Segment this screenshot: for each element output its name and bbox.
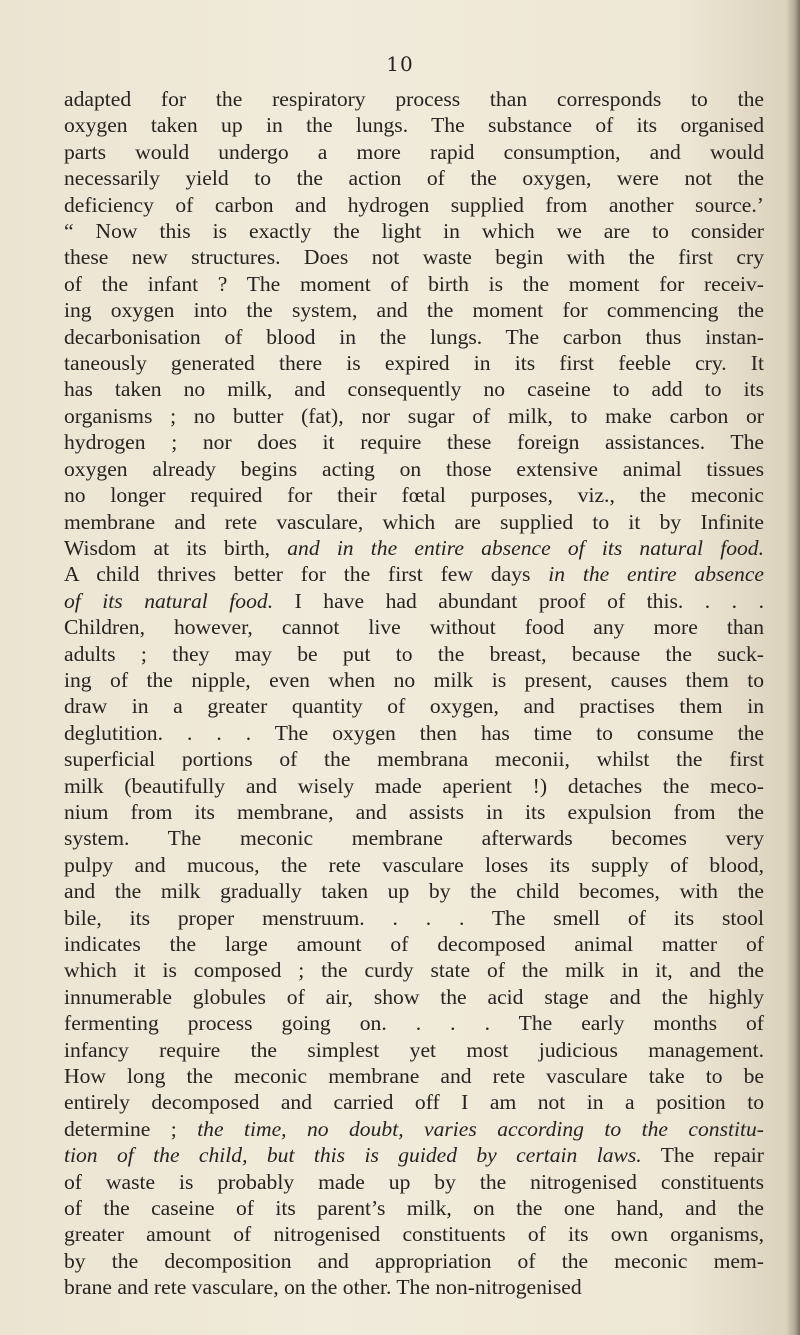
text-line: nium from its membrane, and assists in its expulsion from the — [64, 799, 764, 824]
text-line: parts would undergo a more rapid consumption, and would — [64, 139, 764, 164]
text-line: Wisdom at its birth, and in the entire absence of its natural food. — [64, 535, 764, 560]
text-line: adults ; they may be put to the breast, because the suck- — [64, 641, 764, 666]
text-line: pulpy and mucous, the rete vasculare loses its supply of blood, — [64, 852, 764, 877]
text-line: tion of the child, but this is guided by certain laws. The repair — [64, 1143, 764, 1168]
text-line: milk (beautifully and wisely made aperient !) detaches the meco- — [64, 773, 764, 798]
text-line: brane and rete vasculare, on the other. The non-nitrogenised — [64, 1275, 582, 1300]
text-line: innumerable globules of air, show the acid stage and the highly — [64, 984, 764, 1009]
page-edge-shadow — [786, 0, 800, 1335]
text-line: of the caseine of its parent’s milk, on the one hand, and the — [64, 1196, 764, 1221]
text-line: deglutition. . . . The oxygen then has time to consume the — [64, 720, 764, 745]
text-line: system. The meconic membrane afterwards becomes very — [64, 826, 764, 851]
text-line: membrane and rete vasculare, which are supplied to it by Infinite — [64, 509, 764, 534]
text-line: Children, however, cannot live without food any more than — [64, 615, 764, 640]
text-line: taneously generated there is expired in its first feeble cry. It — [64, 351, 764, 376]
text-line: hydrogen ; nor does it require these foreign assistances. The — [64, 430, 764, 455]
text-line: fermenting process going on. . . . The early months of — [64, 1011, 764, 1036]
text-line: entirely decomposed and carried off I am not in a position to — [64, 1090, 764, 1115]
text-line: oxygen already begins acting on those extensive animal tissues — [64, 456, 764, 481]
page-number: 10 — [386, 52, 414, 76]
text-line: of its natural food. I have had abundant proof of this. . . . — [64, 588, 764, 613]
text-line: infancy require the simplest yet most judicious management. — [64, 1037, 764, 1062]
text-line: and the milk gradually taken up by the child becomes, with the — [64, 879, 764, 904]
text-line: has taken no milk, and consequently no caseine to add to its — [64, 377, 764, 402]
italic-phrase: of its natural food. — [64, 588, 274, 613]
text-line: by the decomposition and appropriation of the meconic mem- — [64, 1248, 764, 1273]
text-line: ing oxygen into the system, and the moment for commencing the — [64, 298, 764, 323]
text-line: greater amount of nitrogenised constituents of its own organisms, — [64, 1222, 764, 1247]
text-line: indicates the large amount of decomposed animal matter of — [64, 932, 764, 956]
text-line: decarbonisation of blood in the lungs. The carbon thus instan- — [64, 324, 764, 349]
italic-phrase: tion of the child, but this is guided by certain laws. — [64, 1143, 642, 1168]
text-line: deficiency of carbon and hydrogen supplied from another source.’ — [64, 192, 764, 217]
italic-phrase: the time, no doubt, varies according to the constitu- — [197, 1116, 764, 1141]
italic-phrase: and in the entire absence of its natural food. — [287, 535, 764, 560]
body-text — [64, 86, 764, 1301]
text-line: adapted for the respiratory process than corresponds to the — [64, 87, 764, 111]
text-line: necessarily yield to the action of the oxygen, were not the — [64, 166, 764, 191]
text-line: superficial portions of the membrana meconii, whilst the first — [64, 747, 764, 772]
text-line: which it is composed ; the curdy state of the milk in it, and the — [64, 958, 764, 983]
text-line: ing of the nipple, even when no milk is present, causes them to — [64, 667, 764, 692]
text-line: of waste is probably made up by the nitrogenised constituents — [64, 1169, 764, 1194]
italic-phrase: in the entire absence — [548, 562, 764, 587]
text-line: “ Now this is exactly the light in which we are to consider — [64, 219, 764, 244]
text-line: no longer required for their fœtal purposes, viz., the meconic — [64, 483, 764, 508]
text-line: bile, its proper menstruum. . . . The smell of its stool — [64, 905, 764, 930]
text-line: determine ; the time, no doubt, varies according to the constitu- — [64, 1116, 764, 1141]
text-line: organisms ; no butter (fat), nor sugar of milk, to make carbon or — [64, 403, 764, 428]
text-line: A child thrives better for the first few days in the entire absence — [64, 562, 764, 587]
text-line: these new structures. Does not waste begin with the first cry — [64, 245, 764, 270]
text-line: oxygen taken up in the lungs. The substance of its organised — [64, 113, 764, 138]
text-line: How long the meconic membrane and rete vasculare take to be — [64, 1064, 764, 1089]
text-line: draw in a greater quantity of oxygen, and practises them in — [64, 694, 764, 719]
text-line: of the infant ? The moment of birth is the moment for receiv- — [64, 271, 764, 296]
